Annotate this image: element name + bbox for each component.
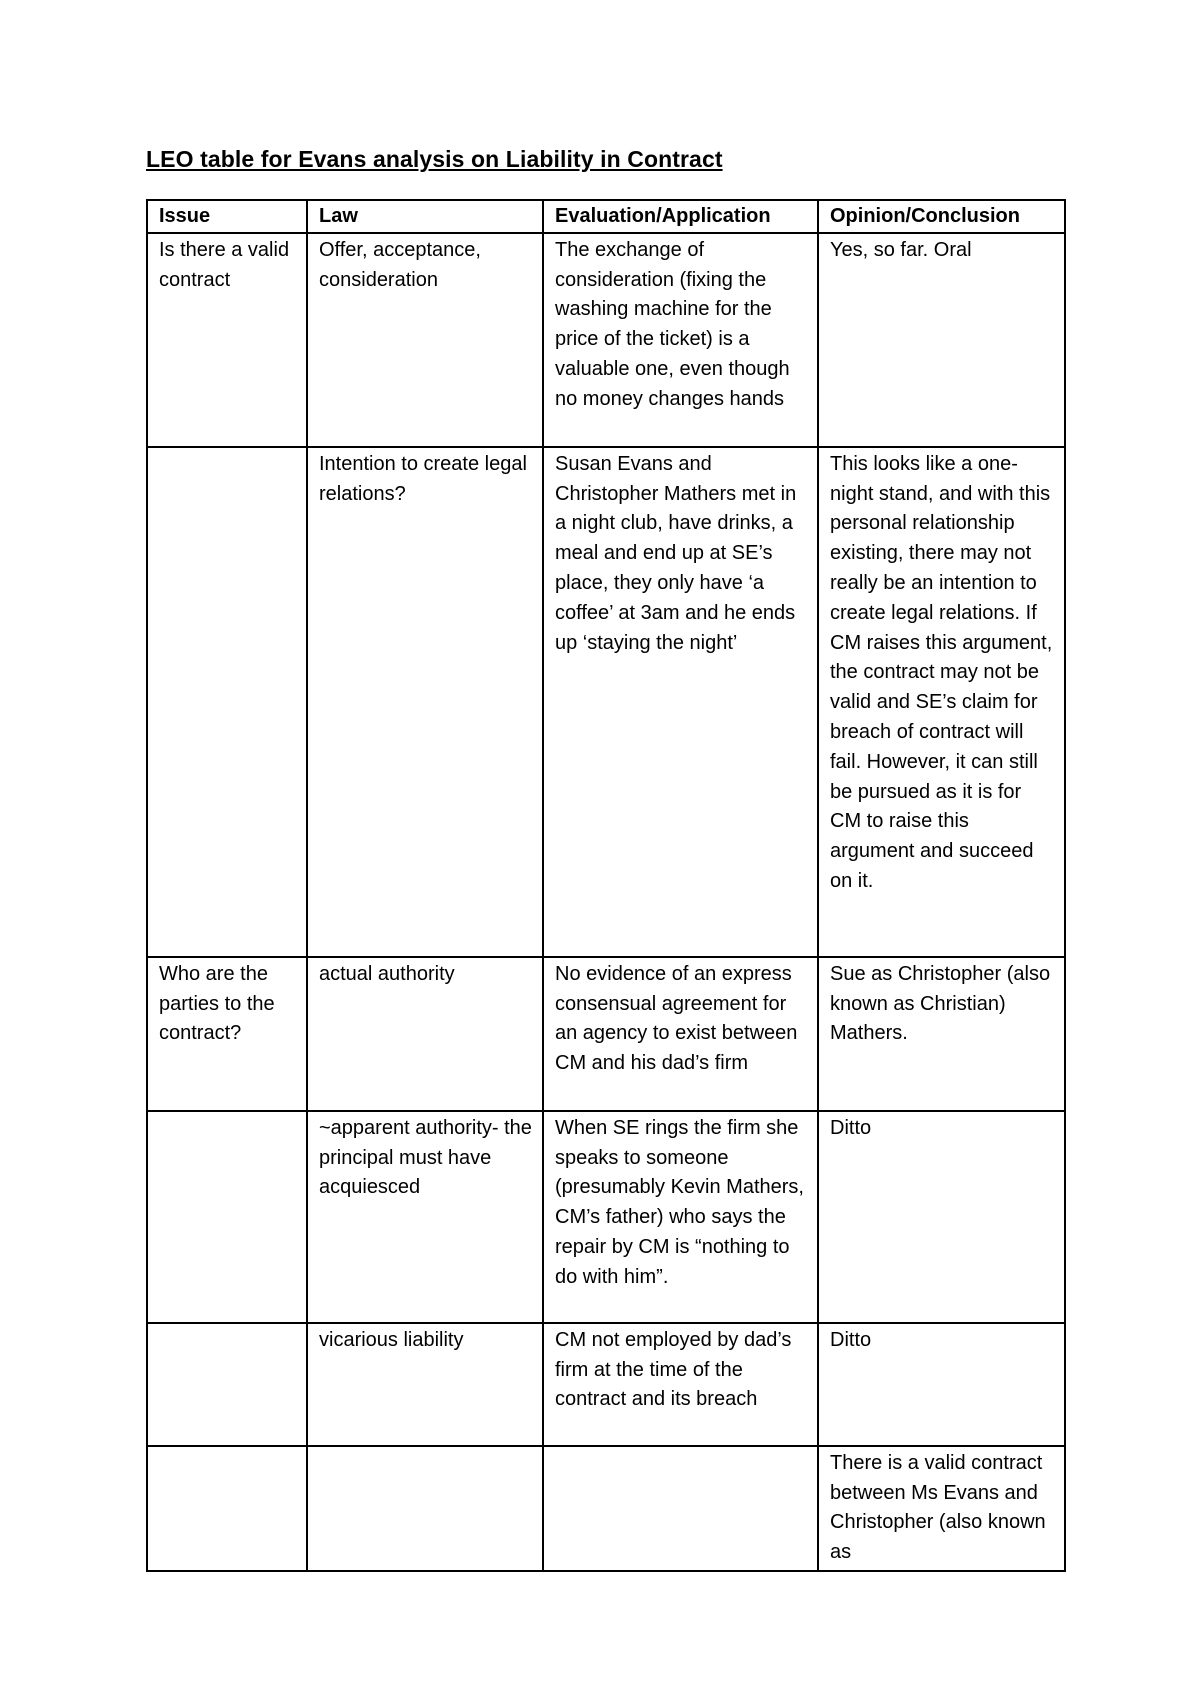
cell-law: actual authority — [307, 957, 543, 1111]
cell-evaluation: No evidence of an express consensual agreement for an agency to exist between CM and his dad’s firm — [543, 957, 818, 1111]
header-evaluation: Evaluation/Application — [543, 200, 818, 233]
header-law: Law — [307, 200, 543, 233]
cell-issue — [147, 447, 307, 957]
cell-opinion: Ditto — [818, 1323, 1065, 1446]
cell-law: Offer, acceptance, consideration — [307, 233, 543, 447]
table-row — [147, 957, 1065, 1111]
cell-issue — [147, 1446, 307, 1571]
cell-issue — [147, 1323, 307, 1446]
cell-law — [307, 1446, 543, 1571]
cell-evaluation: CM not employed by dad’s firm at the time of the contract and its breach — [543, 1323, 818, 1446]
leo-table — [146, 199, 1066, 1572]
cell-opinion: Yes, so far. Oral — [818, 233, 1065, 447]
cell-evaluation — [543, 1446, 818, 1571]
cell-opinion: There is a valid contract between Ms Evans and Christopher (also known as — [818, 1446, 1065, 1571]
cell-opinion: This looks like a one-night stand, and with this personal relationship existing, there may not really be an intention to create legal relations. If CM raises this argument, the contract may not be valid and SE’s claim for breach of contract will fail. However, it can still be pursued as it is for CM to raise this argument and succeed on it. — [818, 447, 1065, 957]
cell-evaluation: The exchange of consideration (fixing the washing machine for the price of the ticket) is a valuable one, even though no money changes hands — [543, 233, 818, 447]
cell-law: vicarious liability — [307, 1323, 543, 1446]
cell-law: Intention to create legal relations? — [307, 447, 543, 957]
table-row — [147, 1111, 1065, 1323]
table-row — [147, 1323, 1065, 1446]
page-title: LEO table for Evans analysis on Liability in Contract — [146, 146, 723, 172]
table-row — [147, 447, 1065, 957]
table-row — [147, 1446, 1065, 1571]
cell-issue: Is there a valid contract — [147, 233, 307, 447]
cell-opinion: Sue as Christopher (also known as Christian) Mathers. — [818, 957, 1065, 1111]
table-row — [147, 233, 1065, 447]
cell-issue: Who are the parties to the contract? — [147, 957, 307, 1111]
cell-evaluation: Susan Evans and Christopher Mathers met in a night club, have drinks, a meal and end up at SE’s place, they only have ‘a coffee’ at 3am and he ends up ‘staying the night’ — [543, 447, 818, 957]
cell-opinion: Ditto — [818, 1111, 1065, 1323]
cell-issue — [147, 1111, 307, 1323]
cell-law: ~apparent authority- the principal must have acquiesced — [307, 1111, 543, 1323]
cell-evaluation: When SE rings the firm she speaks to someone (presumably Kevin Mathers, CM’s father) who says the repair by CM is “nothing to do with him”. — [543, 1111, 818, 1323]
table-header-row — [147, 200, 1065, 233]
header-opinion: Opinion/Conclusion — [818, 200, 1065, 233]
header-issue: Issue — [147, 200, 307, 233]
